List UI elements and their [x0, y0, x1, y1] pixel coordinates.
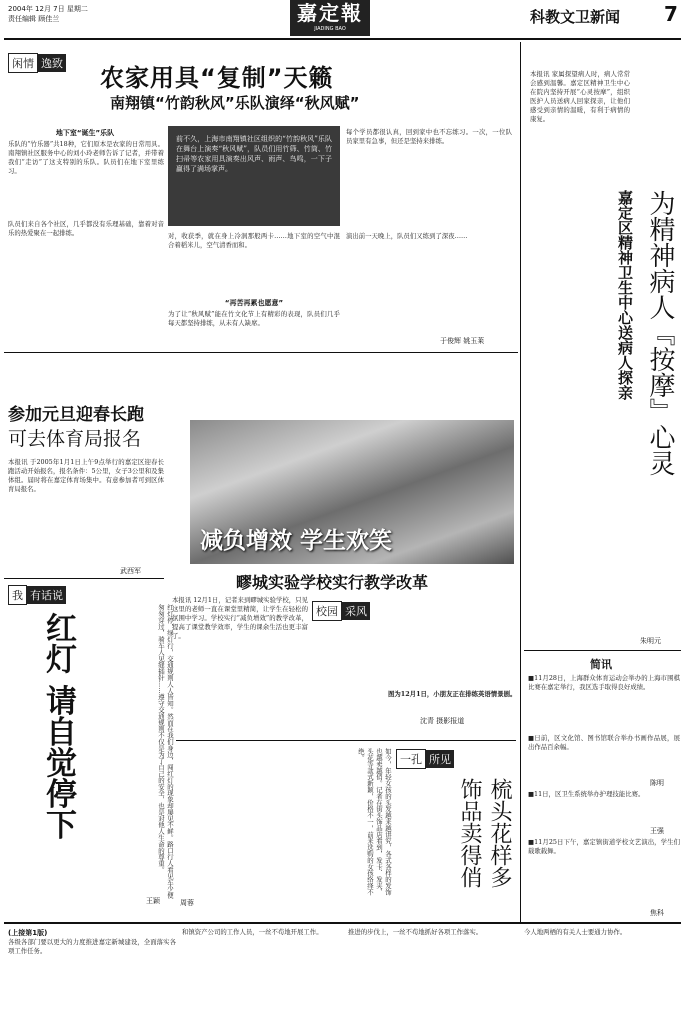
photo-story-title: 减负增效 学生欢笑 [200, 528, 393, 554]
lead-bottom-rule [4, 352, 518, 353]
briefs-top-rule [524, 650, 681, 651]
continued-col1: 各级各部门要以更大的力度推进嘉定新城建设，全面落实各项工作任务。 [8, 938, 176, 955]
lead-summary-box [168, 126, 340, 226]
tag-yikong: 一孔 [396, 749, 426, 769]
campus-tag [312, 600, 370, 621]
tag-yizhi: 逸致 [38, 54, 66, 72]
photo-story-body: 本报讯 12月1日，记者来到疁城实验学校，只见这里的老师一直在课堂里精简，让学生在轻松的氛围中学习。学校实行“减负增效”的教学改革，提高了课堂教学效率，学生的课余生活也更丰富了。 [172, 596, 308, 640]
lead-col1b: 队员们来自各个社区，几乎都没有乐理基础，靠着对音乐的热爱聚在一起排练。 [8, 220, 164, 237]
page-number: 7 [664, 2, 678, 26]
photo-byline: 沈青 摄影报道 [420, 717, 465, 725]
comb-tag [396, 748, 454, 769]
comb-byline: 周蓉 [180, 899, 194, 907]
section-title: 科教文卫新闻 [530, 8, 621, 26]
tag-youhuashuo: 有话说 [27, 586, 66, 604]
comb-top-rule [176, 740, 516, 741]
brief-item-3: ■11日，区卫生系统举办护理技能比赛。 [528, 790, 645, 798]
continued-label: (上接第1版) [8, 929, 48, 937]
lead-title: 农家用具“复制”天籁 [100, 64, 334, 92]
opinion-tag [8, 584, 66, 605]
brief-item-2: ■日前，区文化馆、图书馆联合举办书画作品展，展出作品百余幅。 [528, 734, 680, 751]
lead-subhead-1: 地下室“诞生”乐队 [55, 129, 115, 137]
yuandan-bottom-rule [4, 578, 164, 579]
lead-col3: 每个学员都很认真，回到家中也不忘练习。一次，一位队员家里有急事，但还是坚持来排练。 [346, 128, 512, 145]
lead-col2: 对，收获季，就在身上冷涡那般两卡……地下室的空气中混合着稻米儿，空气清香而和。 [168, 232, 340, 249]
lead-col2b: 为了让“秋风赋”能在竹文化节上有精彩的表现，队员们几乎每天都坚持排练，从未有人缺席。 [168, 310, 340, 327]
date-line: 2004年 12月 7日 星期二 [8, 5, 88, 13]
massage-body: 本报讯 家属探望病人时，病人常常会感到温馨。嘉定区精神卫生中心在院内坚持开展“心灵按摩”，组织医护人员送病人回家探亲，让他们感受到亲情的温暖，有利于病情的康复。 [530, 70, 630, 123]
tag-xiaoyuan: 校园 [312, 601, 342, 621]
lead-col3b: 演出前一天晚上，队员们又练到了深夜…… [346, 232, 468, 240]
massage-subtitle: 嘉定区精神卫生中心送病人探亲 [616, 190, 634, 400]
editor-line: 责任编辑 顾佳兰 [8, 15, 60, 23]
briefs-header: 简讯 [590, 658, 612, 671]
massage-byline: 朱明元 [640, 637, 661, 645]
massage-title: 为精神病人『按摩』心灵 [645, 190, 675, 476]
comb-title: 梳头花样多 饰品卖得俏 [457, 778, 512, 888]
school-photo [190, 420, 514, 564]
brief-item-4: ■11月25日下午，嘉定镇街道学校文艺演出，学生们载歌载舞。 [528, 838, 680, 855]
comb-body: 如今，年轻女孩的头发越来越讲究，各式各样的发饰也越卖越俏。记者在街头饰品店看到，发卡、发夹、头花等款式新颖，价格不一，前来选购的女孩络绎不绝。 [357, 748, 392, 896]
opinion-body: 红灯停，绿灯行，交通规则人人皆知。然而在我们身边，闯红灯的现象却屡见不鲜。路口行人看见车少便匆匆穿过，骑车人见缝插针……遵守交通规则不仅是为了自己的安全，也是对他人生命的尊重。 [157, 604, 174, 899]
masthead-rule [4, 38, 681, 40]
brief-byline-1: 陈明 [650, 779, 664, 787]
tag-caifeng: 采风 [342, 602, 370, 620]
opinion-byline: 王颖 [146, 897, 160, 905]
photo-story-subtitle: 疁城实验学校实行教学改革 [236, 573, 429, 592]
logo-subtext: JIADING BAO [314, 26, 346, 32]
brief-byline-3: 焦科 [650, 909, 664, 917]
logo-text: 嘉定報 [297, 1, 363, 25]
continued-col4: 今人地两栖的有关人士要通力协作。 [524, 928, 627, 936]
opinion-headline: 红灯 请自觉停下 [40, 612, 76, 840]
lead-col1: 乐队的“竹乐器”共18种，它们原本是农家的日常用具。南翔镇社区服务中心的刘小玲老师告诉了记者，并带着我们“走访”了这支特别的乐队。队员们在地下室里练习。 [8, 140, 164, 175]
continued-col2: 和镇资产公司的工作人员，一丝不苟地开展工作。 [182, 928, 323, 936]
yuandan-byline: 武西军 [120, 567, 141, 575]
brief-byline-2: 王强 [650, 827, 664, 835]
tag-xianqing: 闲情 [8, 53, 38, 73]
right-column-rule [520, 42, 521, 924]
yuandan-title-1: 参加元旦迎春长跑 [8, 405, 144, 425]
lead-summary-text: 前不久，上海市南翔镇社区组织的“竹韵秋风”乐队在舞台上演奏“秋风赋”，队员们用竹筛、竹筒、竹扫帚等农家用具演奏出风声、雨声、鸟鸣，一下子赢得了满场掌声。 [176, 135, 332, 173]
tag-wo: 我 [8, 585, 27, 605]
tag-suojian: 所见 [426, 750, 454, 768]
lead-byline: 于俊辉 姚玉莱 [440, 337, 485, 345]
brief-item-1: ■11月28日，上海群众体育运动会举办的上海市围棋比赛在嘉定举行，我区选手取得良好成绩。 [528, 674, 680, 691]
lead-subtitle: 南翔镇“竹韵秋风”乐队演绎“秋风赋” [110, 94, 360, 112]
lead-subhead-2: “再苦再累也愿意” [224, 299, 284, 307]
bottom-strip-rule [4, 922, 681, 924]
yuandan-title-2: 可去体育局报名 [8, 428, 142, 450]
yuandan-body: 本报讯 于2005年1月1日上午9点举行的嘉定区迎春长跑活动开始报名，报名条件：5公里，女子3公里和及集体组。届时将在嘉定体育场集中。有意参加者可到区体育局报名。 [8, 458, 164, 493]
masthead-logo [290, 0, 370, 36]
photo-caption: 图为12月1日，小朋友正在排练英语情景剧。 [388, 690, 517, 698]
continued-col3: 推进的步伐上，一丝不苟地抓好各项工作落实。 [348, 928, 483, 936]
lead-tag [8, 52, 66, 73]
